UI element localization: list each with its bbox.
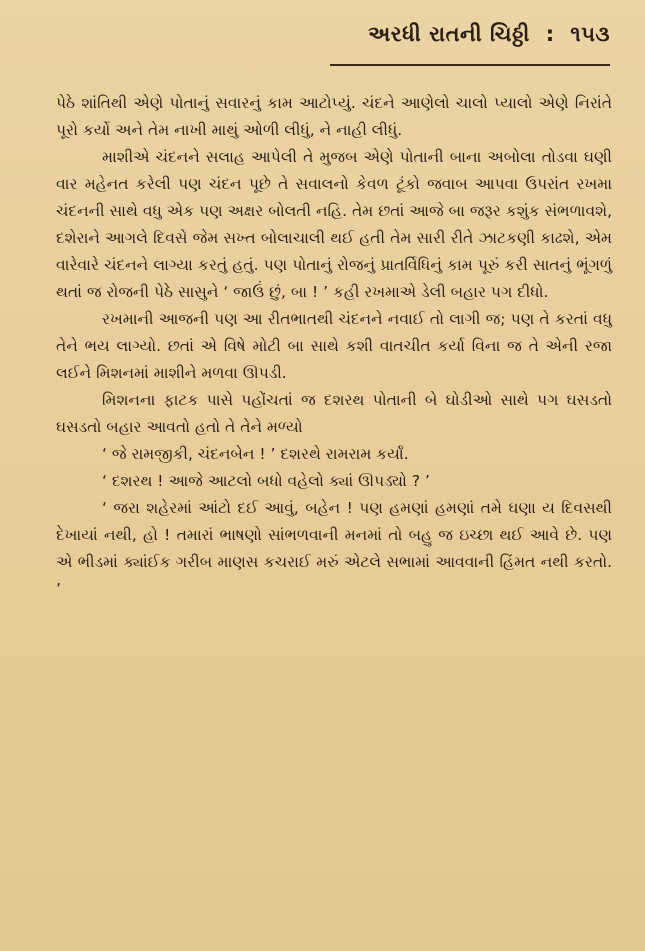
paragraph: પેઠે શાંતિથી એણે પોતાનું સવારનું કામ આટોપ્યું. ચંદને આણેલો ચાલો પ્યાલો એણે નિરાંતે પૂરો કર્યો અને તેમ નાખી માથું ઓળી લીધું, ને નાહી લીધું. [56, 94, 612, 139]
body-text [56, 90, 612, 603]
page-number: ૧૫૩ [570, 22, 610, 46]
dialogue-line: ‘ જરા શહેરમાં આંટો દઈ આવું, બહેન ! પણ હમણાં હમણાં તમે ઘણા ય દિવસથી દેખાયાં નથી, હો ! તમારાં ભાષણો સાંભળવાની મનમાં તો બહુ જ ઇચ્છા થઈ આવે છે. પણ એ ભીડમાં ક્યાંઈક ગરીબ માણસ કચરાઈ મરું એટલે સભામાં આવવાની હિંમત નથી કરતો. ’ [56, 499, 612, 598]
chapter-title: અરધી રાતની ચિઠ્ઠી [368, 22, 530, 46]
header-separator: : [545, 22, 555, 46]
paragraph: માશીએ ચંદનને સલાહ આપેલી તે મુજબ એણે પોતાની બાના અબોલા તોડવા ઘણી વાર મહેનત કરેલી પણ ચંદન પૂછે તે સવાલનો કેવળ ટૂંકો જવાબ આપવા ઉપરાંત રખમા ચંદનની સાથે વધુ એક પણ અક્ષર બોલતી નહિ. તેમ છતાં આજે બા જરૂર કશુંક સંભળાવશે, દશેરાને આગલે દિવસે જેમ સખ્ત બોલાચાલી થઈ હતી તેમ સારી રીતે ઝાટકણી કાઢશે, એમ વારેવારે ચંદનને લાગ્યા કરતું હતું. પણ પોતાનું રોજનું પ્રાતર્વિધિનું કામ પૂરું કરી સાતનું ભૂંગળું થતાં જ રોજની પેઠે સાસુને ‘ જાઉં છું, બા ! ’ કહી રખમાએ ડેલી બહાર પગ દીધો. [56, 148, 612, 301]
dialogue-line: ‘ દશરથ ! આજે આટલો બધો વહેલો ક્યાં ઊપડ્યો ? ’ [102, 472, 430, 490]
header-rule [330, 64, 610, 66]
dialogue-line: ‘ જે રામજીકી, ચંદનબેન ! ’ દશરથે રામરામ કર્યાં. [102, 445, 409, 463]
running-header [320, 22, 610, 47]
paragraph: રખમાની આજની પણ આ રીતભાતથી ચંદનને નવાઈ તો લાગી જ; પણ તે કરતાં વધુ તેને ભય લાગ્યો. છતાં એ વિષે મોટી બા સાથે કશી વાતચીત કર્યા વિના જ તે એની રજા લઈને મિશનમાં માશીને મળવા ઊપડી. [56, 310, 612, 382]
paragraph: મિશનના ફાટક પાસે પહોંચતાં જ દશરથ પોતાની બે ઘોડીઓ સાથે પગ ઘસડતો ઘસડતો બહાર આવતો હતો તે તેને મળ્યો [56, 391, 612, 436]
